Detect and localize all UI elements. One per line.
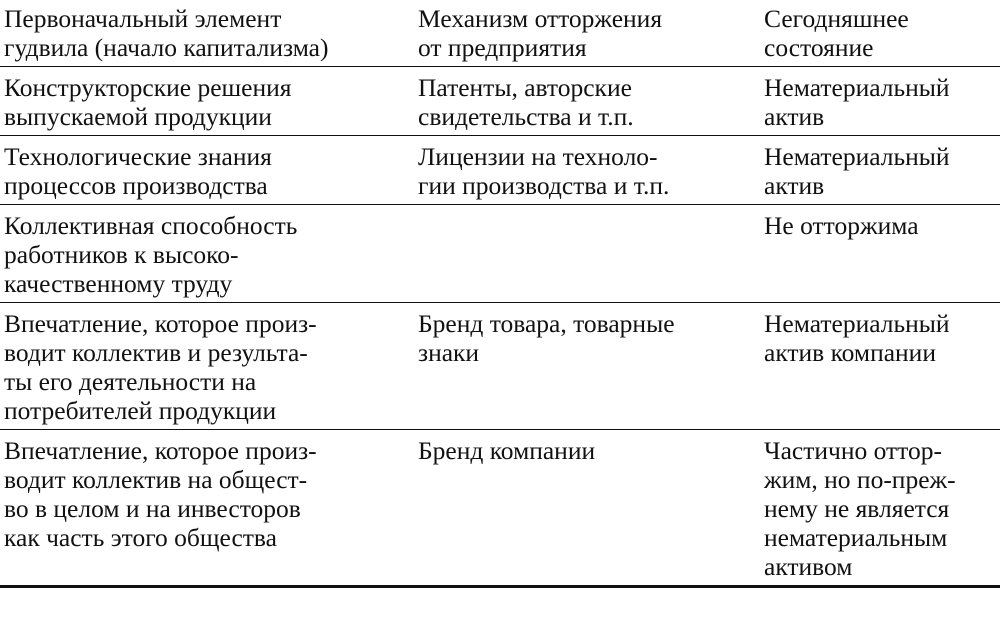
cell-separation-mechanism: Бренд компании (418, 436, 596, 465)
cell-original-element: Коллективная способность работников к высоко- качественному труду (4, 211, 298, 298)
cell-original-element: Технологические знания процессов производства (4, 142, 272, 200)
cell-current-state: Нематериальный актив компании (764, 309, 950, 367)
table-row (0, 136, 1000, 205)
header-current-state: Сегодняшнее состояние (764, 4, 909, 62)
cell-separation-mechanism: Бренд товара, товарные знаки (418, 309, 675, 367)
cell-current-state: Нематериальный актив (764, 142, 950, 200)
cell-original-element: Конструкторские решения выпускаемой продукции (4, 73, 292, 131)
cell-current-state: Нематериальный актив (764, 73, 950, 131)
cell-original-element: Впечатление, которое произ- водит коллектив на общест- во в целом и на инвесторов как часть этого общества (4, 436, 317, 552)
table-row (0, 205, 1000, 303)
header-original-element: Первоначальный элемент гудвила (начало капитализма) (4, 4, 329, 62)
table-row (0, 67, 1000, 136)
header-separation-mechanism: Механизм отторжения от предприятия (418, 4, 663, 62)
table-row (0, 303, 1000, 430)
cell-separation-mechanism: Лицензии на техноло- гии производства и т.п. (418, 142, 670, 200)
cell-current-state: Частично оттор- жим, но по-преж- нему не является нематериальным активом (764, 436, 956, 581)
table-row (0, 430, 1000, 587)
cell-separation-mechanism: Патенты, авторские свидетельства и т.п. (418, 73, 634, 131)
cell-separation-mechanism (412, 205, 760, 303)
cell-current-state: Не отторжима (764, 211, 919, 240)
cell-original-element: Впечатление, которое произ- водит коллектив и результа- ты его деятельности на потребителей продукции (4, 309, 317, 425)
table-header-row (0, 0, 1000, 67)
